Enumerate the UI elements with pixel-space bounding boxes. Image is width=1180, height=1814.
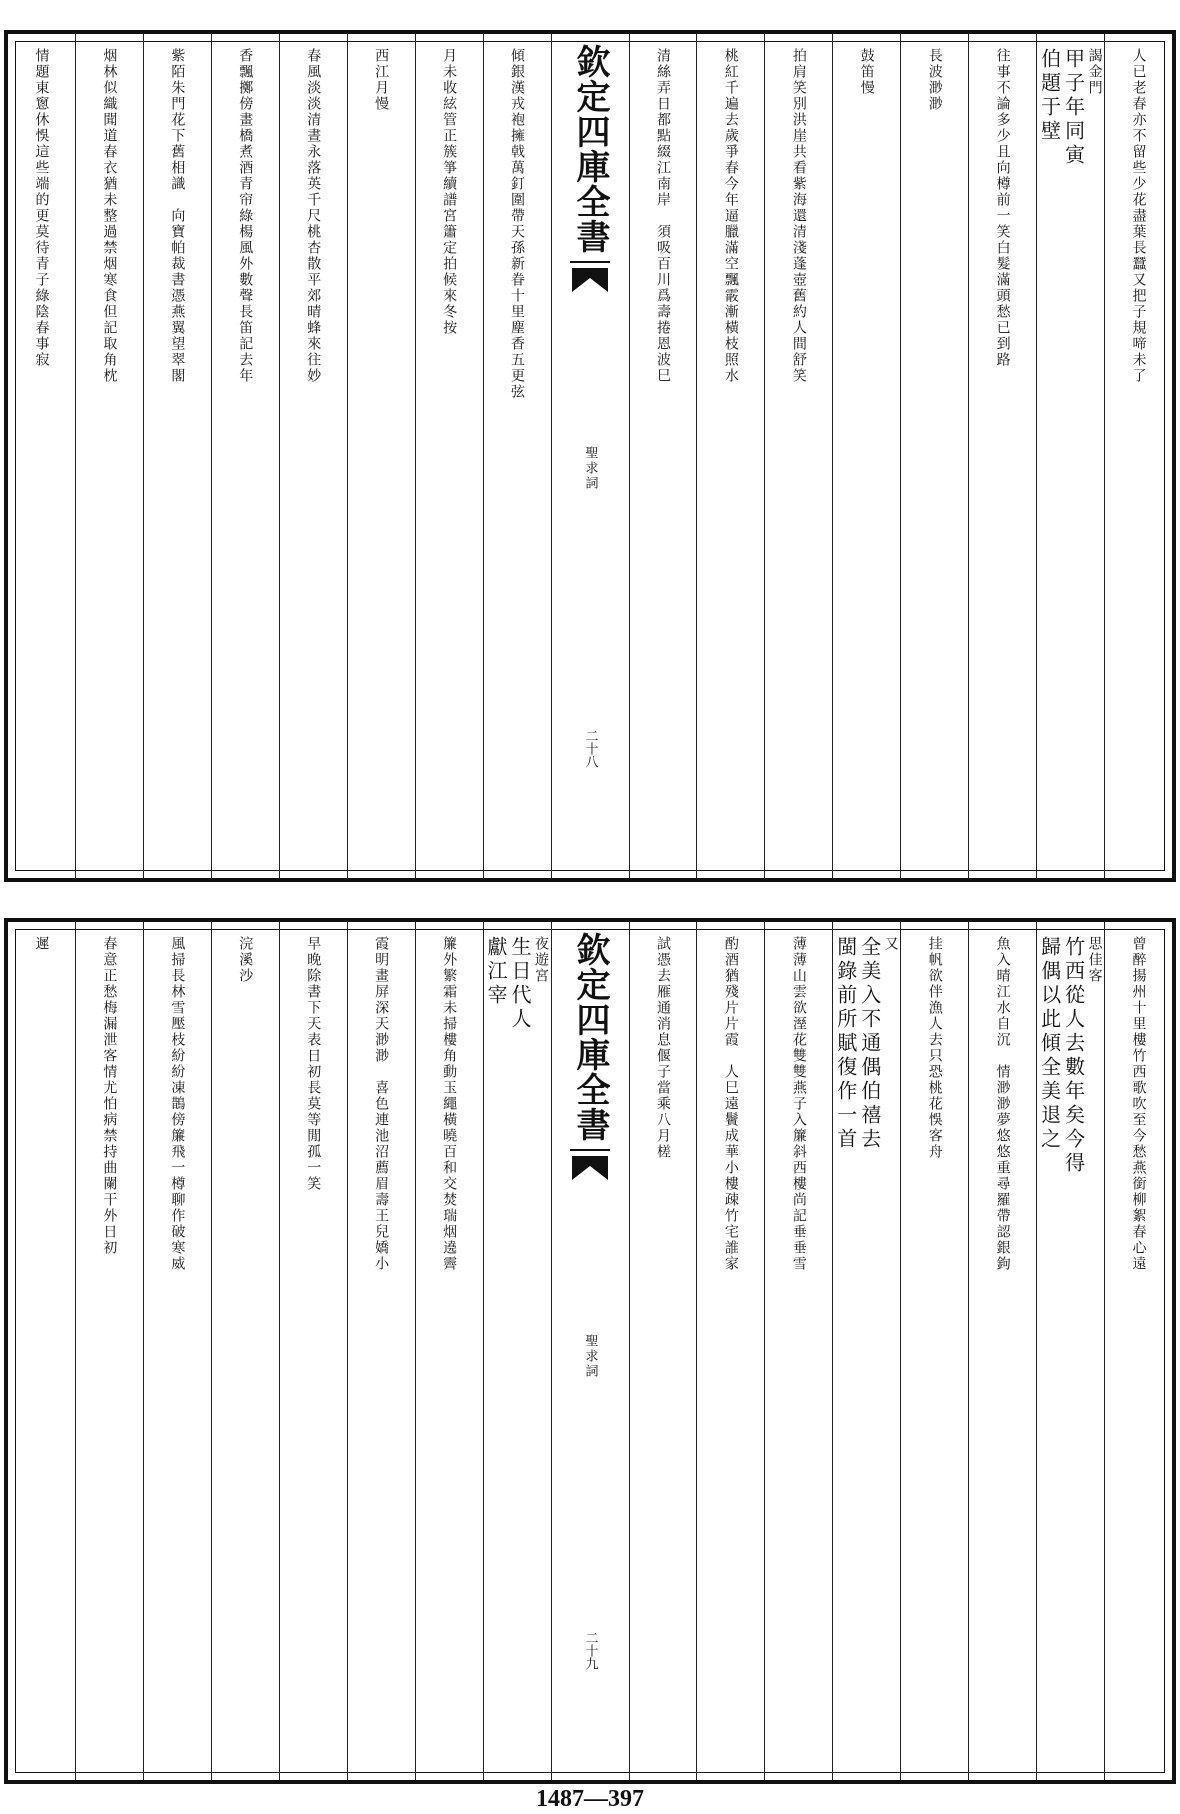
column-text: 早晚除書下天表日初長莫等閒孤一笑 bbox=[305, 936, 322, 1192]
text-column bbox=[8, 922, 75, 1780]
text-column bbox=[1036, 34, 1104, 878]
column-text: 鼓笛慢 bbox=[858, 48, 875, 96]
text-column bbox=[1104, 34, 1172, 878]
column-text: 西江月慢 bbox=[373, 48, 390, 112]
lower-columns bbox=[8, 922, 1172, 1780]
column-text: 傾銀漢戎袍擁戟萬釘圍帶天孫新眷十里塵香五更弦 bbox=[509, 48, 526, 400]
fish-tail-margin bbox=[551, 34, 629, 878]
fish-tail-mark-icon bbox=[568, 1148, 612, 1184]
section-title-note: 聖求詞 bbox=[582, 446, 598, 491]
book-title: 欽定四庫全書 bbox=[570, 44, 610, 254]
column-text: 紫陌朱門花下舊相識 向寶帕裁書憑燕翼望翠閣 bbox=[169, 48, 186, 384]
text-column bbox=[483, 34, 551, 878]
column-text: 往事不論多少且向樽前一笑白髮滿頭愁已到路 bbox=[994, 48, 1011, 368]
text-column bbox=[764, 922, 832, 1780]
annotation-line: 獻江宰 bbox=[484, 936, 509, 1008]
upper-page-frame bbox=[4, 30, 1176, 882]
upper-columns bbox=[8, 34, 1172, 878]
text-column bbox=[143, 922, 211, 1780]
column-text: 魚入晴江水自沉 情渺渺夢悠悠重尋羅帶認銀鉤 bbox=[994, 936, 1011, 1272]
page-footer-number: 1487—397 bbox=[536, 1786, 644, 1812]
column-text: 春意正愁梅漏泄客情尤怕病禁持曲闌干外日初 bbox=[101, 936, 118, 1256]
text-column bbox=[143, 34, 211, 878]
text-column bbox=[900, 922, 968, 1780]
text-column bbox=[968, 34, 1036, 878]
column-text: 謁金門 bbox=[1086, 48, 1103, 96]
column-text: 薄薄山雲欲溼花雙雙燕子入簾斜西樓尚記垂垂雪 bbox=[790, 936, 807, 1272]
annotation-line: 竹西從人去數年矣今得 bbox=[1061, 936, 1086, 1176]
annotation-line: 閩錄前所賦復作一首 bbox=[833, 936, 858, 1152]
column-text: 人已老春亦不留些少花盡葉長蠶又把子規啼未了 bbox=[1130, 48, 1147, 384]
fish-tail-mark-icon bbox=[568, 260, 612, 296]
text-column bbox=[1104, 922, 1172, 1780]
column-text: 又 bbox=[882, 936, 899, 952]
text-column bbox=[900, 34, 968, 878]
text-column bbox=[75, 34, 143, 878]
text-column bbox=[832, 922, 900, 1780]
column-text: 清絲弄日都點綴江南岸 須吸百川爲壽捲恩波巳 bbox=[654, 48, 671, 384]
text-column bbox=[696, 34, 764, 878]
text-column bbox=[832, 34, 900, 878]
folio-number: 二十八 bbox=[582, 729, 598, 768]
annotation-line: 歸偶以此傾全美退之 bbox=[1037, 936, 1062, 1152]
text-column bbox=[211, 922, 279, 1780]
text-column bbox=[211, 34, 279, 878]
annotation-notes bbox=[484, 936, 533, 1780]
annotation-line: 伯題于壁 bbox=[1037, 48, 1062, 144]
column-text: 霞明畫屏深天渺渺 喜色連池沼薦眉壽王兒嬌小 bbox=[373, 936, 390, 1272]
column-text: 情題東窻休悞這些端的更莫待青子綠陰春事寂 bbox=[33, 48, 50, 368]
book-title: 欽定四庫全書 bbox=[570, 932, 610, 1142]
folio-number: 二十九 bbox=[582, 1631, 598, 1670]
column-text: 試憑去雁通消息偃子當乘八月槎 bbox=[654, 936, 671, 1160]
text-column bbox=[347, 922, 415, 1780]
column-text: 桃紅千遍去歲爭春今年逼臘滿空飄霰漸橫枝照水 bbox=[722, 48, 739, 384]
text-column bbox=[347, 34, 415, 878]
column-text: 月未收絃管正簇箏續譜宮簫定拍候來冬按 bbox=[441, 48, 458, 336]
annotation-notes bbox=[1037, 48, 1086, 878]
text-column bbox=[1036, 922, 1104, 1780]
column-text: 挂帆欲伴漁人去只恐桃花悞客舟 bbox=[926, 936, 943, 1160]
annotation-notes bbox=[1037, 936, 1086, 1780]
text-column bbox=[629, 34, 697, 878]
text-column bbox=[279, 34, 347, 878]
text-column bbox=[415, 34, 483, 878]
column-text: 簾外繁霜未掃樓角動玉繩橫曉百和交焚瑞烟遶霽 bbox=[441, 936, 458, 1272]
column-text: 酌酒猶殘片片霞 人巳遠鬢成華小樓疎竹宅誰家 bbox=[722, 936, 739, 1272]
column-text: 烟林似織聞道春衣猶未整過禁烟寒食但記取角枕 bbox=[101, 48, 118, 384]
annotation-line: 全美入不通偶伯禧去 bbox=[857, 936, 882, 1152]
column-text: 遲 bbox=[33, 936, 50, 952]
text-column bbox=[629, 922, 697, 1780]
text-column bbox=[764, 34, 832, 878]
column-text: 夜遊宮 bbox=[533, 936, 550, 984]
text-column bbox=[8, 34, 75, 878]
column-text: 浣溪沙 bbox=[237, 936, 254, 984]
text-column bbox=[415, 922, 483, 1780]
column-text: 長波渺渺 bbox=[926, 48, 943, 112]
text-column bbox=[483, 922, 551, 1780]
column-text: 曾醉揚州十里樓竹西歌吹至今愁燕銜柳絮春心遠 bbox=[1130, 936, 1147, 1272]
column-text: 香飄擲傍畫橋煮酒青帘綠楊風外數聲長笛記去年 bbox=[237, 48, 254, 384]
lower-page-frame bbox=[4, 918, 1176, 1784]
annotation-line: 甲子年同寅 bbox=[1061, 48, 1086, 168]
text-column bbox=[75, 922, 143, 1780]
section-title-note: 聖求詞 bbox=[582, 1334, 598, 1379]
text-column bbox=[696, 922, 764, 1780]
annotation-line: 生日代人 bbox=[508, 936, 533, 1032]
column-text: 風掃長林雪壓枝紛紛凍鵲傍簾飛一樽聊作破寒威 bbox=[169, 936, 186, 1272]
annotation-notes bbox=[833, 936, 882, 1780]
fish-tail-margin bbox=[551, 922, 629, 1780]
column-text: 思佳客 bbox=[1086, 936, 1103, 984]
text-column bbox=[279, 922, 347, 1780]
column-text: 春風淡淡清晝永落英千尺桃杏散平郊晴蜂來往妙 bbox=[305, 48, 322, 384]
column-text: 拍肩笑別洪崖共看紫海還清淺蓬壺舊約人間舒笑 bbox=[790, 48, 807, 384]
text-column bbox=[968, 922, 1036, 1780]
